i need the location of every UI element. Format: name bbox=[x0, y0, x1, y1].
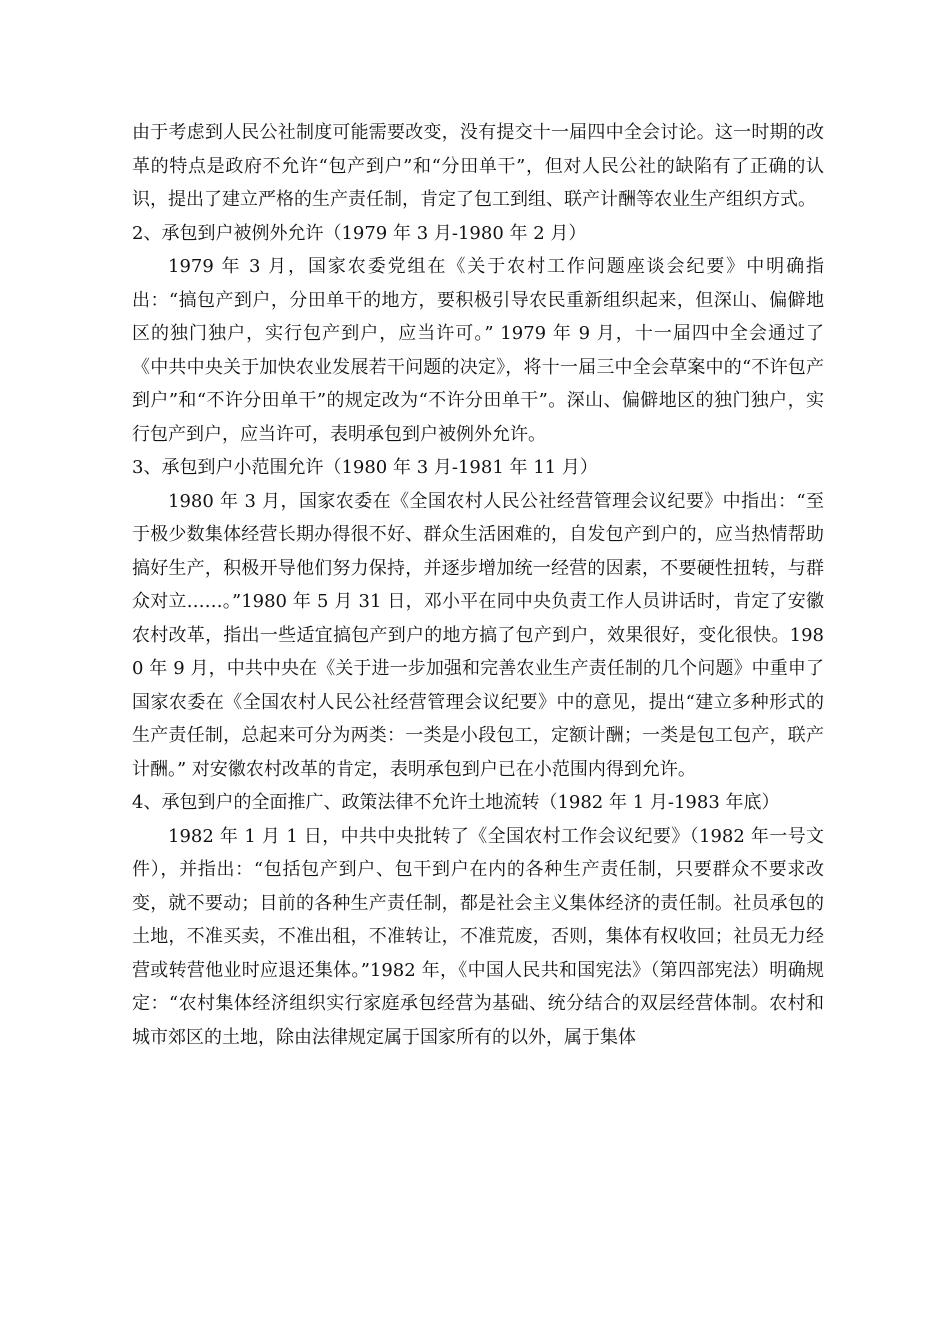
document-body bbox=[132, 116, 824, 1054]
body-paragraph-section-2: 1979 年 3 月，国家农委党组在《关于农村工作问题座谈会纪要》中明确指出：“搞包产到户，分田单干的地方，要积极引导农民重新组织起来，但深山、偏僻地区的独门独户，实行包产到户，应当许可。” 1979 年 9 月，十一届四中全会通过了《中共中央关于加快农业发展若干问题的决定》，将十一届三中全会草案中的“不许包产到户”和“不许分田单干”的规定改为“不许分田单干”。深山、偏僻地区的独门独户，实行包产到户，应当许可，表明承包到户被例外允许。 bbox=[132, 256, 824, 445]
section-heading-2: 2、承包到户被例外允许（1979 年 3 月-1980 年 2 月） bbox=[132, 222, 587, 244]
continuation-paragraph: 由于考虑到人民公社制度可能需要改变，没有提交十一届四中全会讨论。这一时期的改革的特点是政府不允许“包产到户”和“分田单干”，但对人民公社的缺陷有了正确的认识，提出了建立严格的生产责任制，肯定了包工到组、联产计酬等农业生产组织方式。 bbox=[132, 122, 824, 210]
body-paragraph-section-4: 1982 年 1 月 1 日，中共中央批转了《全国农村工作会议纪要》（1982 年一号文件），并指出：“包括包产到户、包干到户在内的各种生产责任制，只要群众不要求改变，就不要动；目前的各种生产责任制，都是社会主义集体经济的责任制。社员承包的土地，不准买卖，不准出租，不准转让，不准荒废，否则，集体有权收回；社员无力经营或转营他业时应退还集体。”1982 年，《中国人民共和国宪法》（第四部宪法）明确规定：“农村集体经济组织实行家庭承包经营为基础、统分结合的双层经营体制。农村和城市郊区的土地，除由法律规定属于国家所有的以外，属于集体 bbox=[132, 825, 824, 1048]
section-heading-4: 4、承包到户的全面推广、政策法律不允许土地流转（1982 年 1 月-1983 年底） bbox=[132, 792, 780, 813]
section-heading-3: 3、承包到户小范围允许（1980 年 3 月-1981 年 11 月） bbox=[132, 457, 598, 478]
body-paragraph-section-3: 1980 年 3 月，国家农委在《全国农村人民公社经营管理会议纪要》中指出：“至于极少数集体经营长期办得很不好、群众生活困难的，自发包产到户的，应当热情帮助搞好生产，积极开导他们努力保持，并逐步增加统一经营的因素，不要硬性扭转，与群众对立……。”1980 年 5 月 31 日，邓小平在同中央负责工作人员讲话时，肯定了安徽农村改革，指出一些适宜搞包产到户的地方搞了包产到户，效果很好，变化很快。1980 年 9 月，中共中央在《关于进一步加强和完善农业生产责任制的几个问题》中重申了国家农委在《全国农村人民公社经营管理会议纪要》中的意见，提出“建立多种形式的生产责任制，总起来可分为两类：一类是小段包工，定额计酬；一类是包工包产，联产计酬。” 对安徽农村改革的肯定，表明承包到户已在小范围内得到允许。 bbox=[132, 490, 824, 780]
